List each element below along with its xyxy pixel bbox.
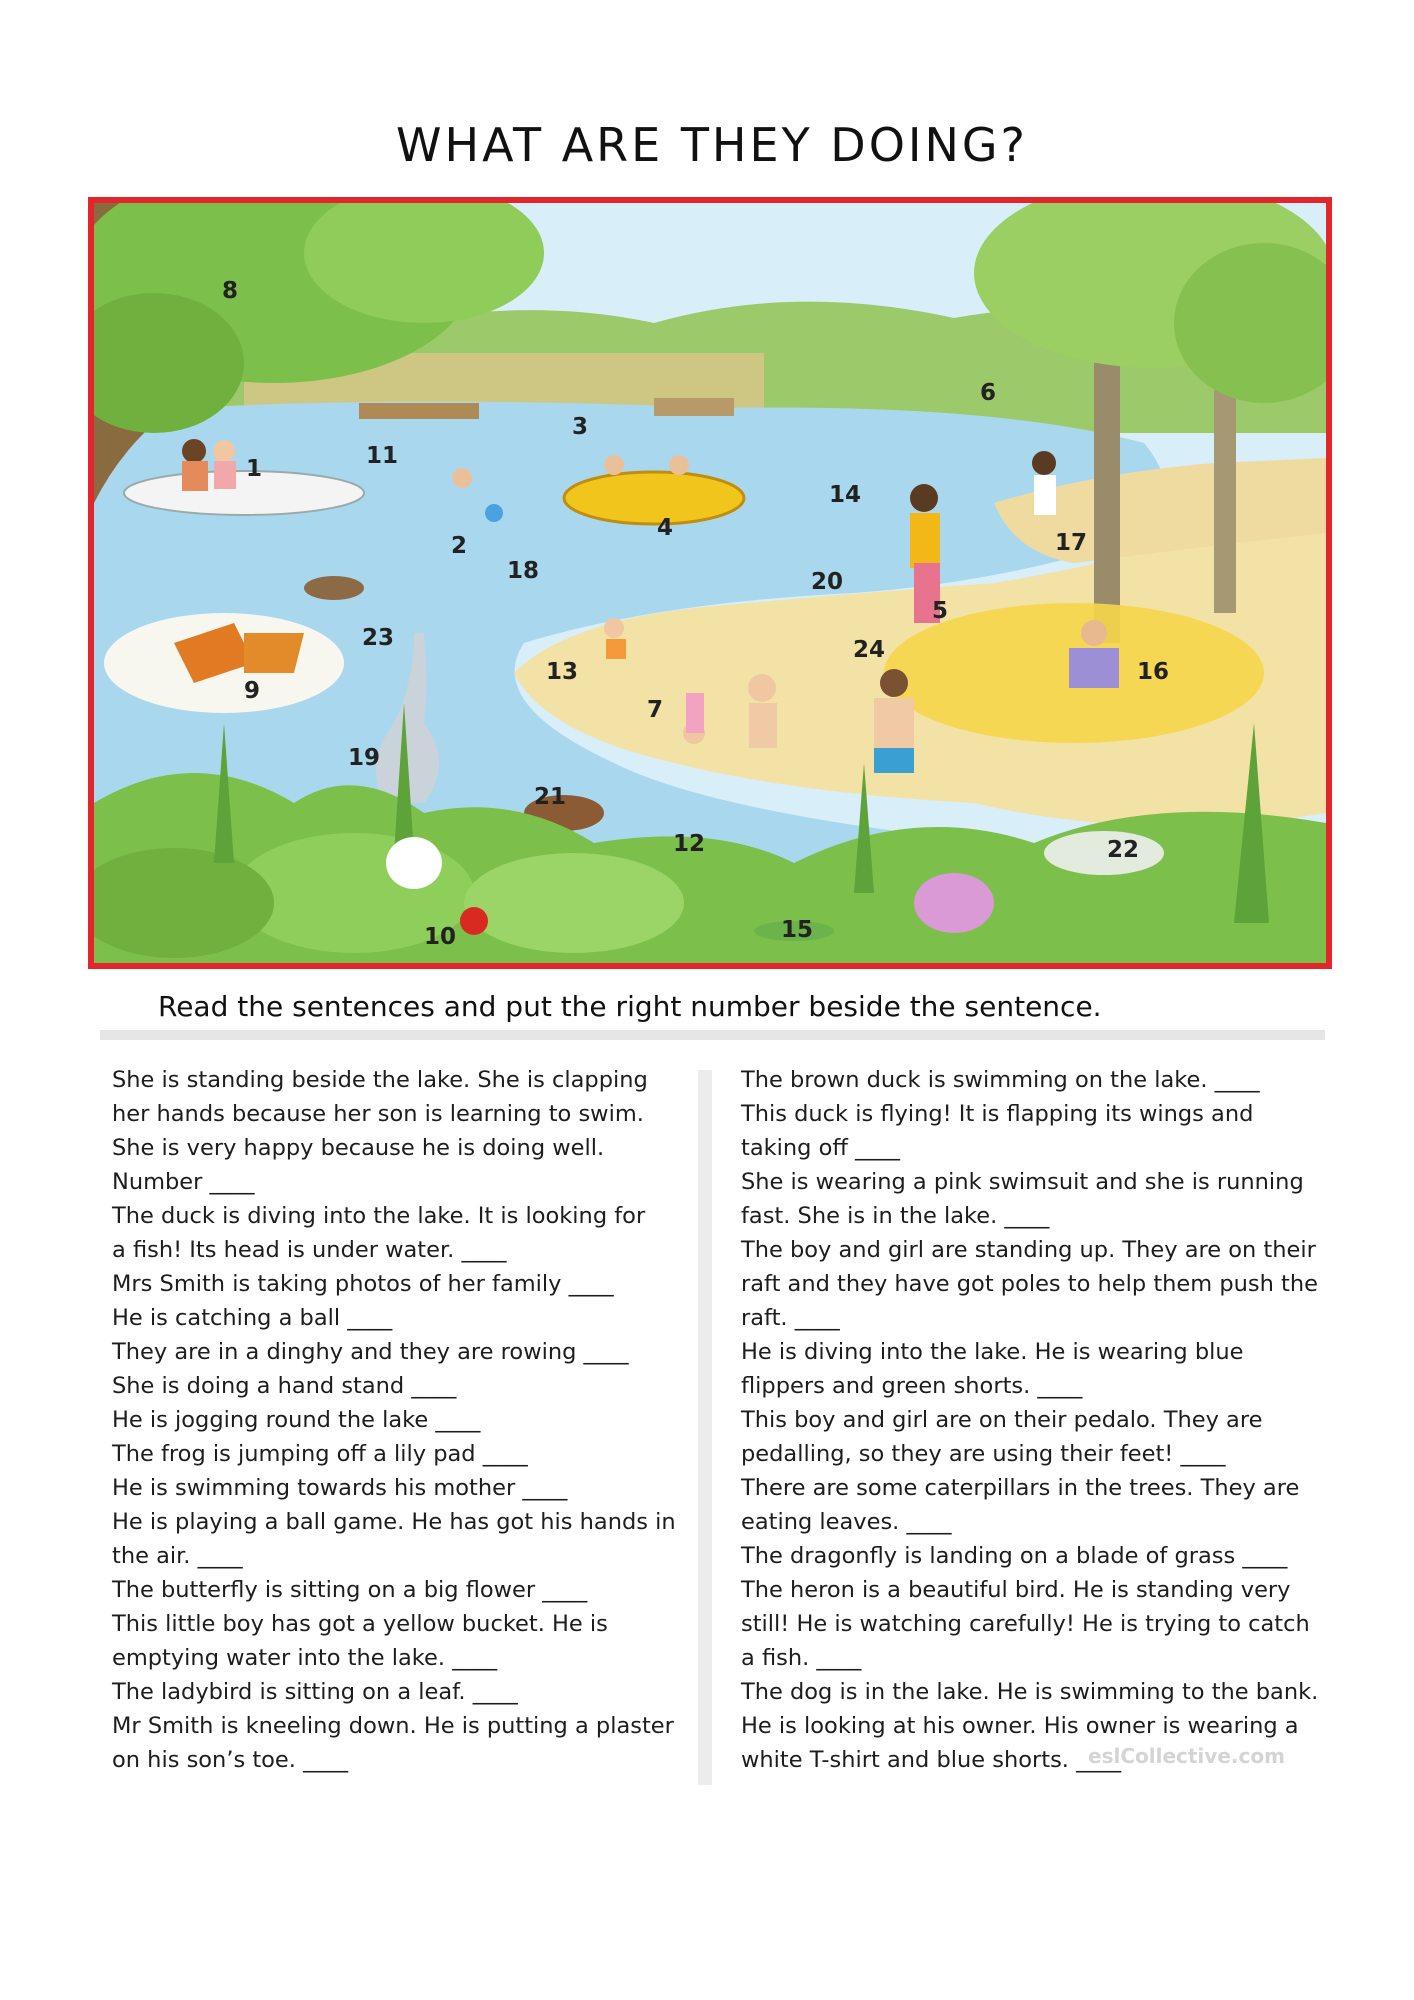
- scene-number: 17: [1055, 530, 1088, 556]
- scene-number: 3: [572, 414, 589, 440]
- left-sentence-column: [112, 1063, 682, 1777]
- scene-number: 24: [853, 637, 886, 663]
- sentence-line: white T-shirt and blue shorts. ____: [741, 1747, 1122, 1773]
- sentence-line: She is doing a hand stand ____: [112, 1373, 457, 1399]
- sentence-line: There are some caterpillars in the trees. They are: [741, 1475, 1300, 1501]
- scene-number: 22: [1107, 837, 1140, 863]
- scene-number: 10: [424, 924, 457, 950]
- scene-number: 7: [647, 697, 664, 723]
- right-sentence-column: [741, 1063, 1341, 1777]
- sentence-line: a fish! Its head is under water. ____: [112, 1237, 507, 1263]
- lake-scene-drawing: [94, 203, 1326, 963]
- sentence-line: flippers and green shorts. ____: [741, 1373, 1083, 1399]
- sentence-line: This duck is flying! It is flapping its wings and: [741, 1101, 1254, 1127]
- sentence-line: This little boy has got a yellow bucket. He is: [112, 1611, 608, 1637]
- sentence-line: This boy and girl are on their pedalo. They are: [741, 1407, 1263, 1433]
- column-divider: [698, 1070, 712, 1785]
- sentence-line: The dragonfly is landing on a blade of grass ____: [741, 1543, 1288, 1569]
- sentence-line: Mr Smith is kneeling down. He is putting a plaster: [112, 1713, 674, 1739]
- sentence-line: She is standing beside the lake. She is clapping: [112, 1067, 648, 1093]
- sentence-line: He is jogging round the lake ____: [112, 1407, 481, 1433]
- sentence-line: He is looking at his owner. His owner is wearing a: [741, 1713, 1299, 1739]
- sentence-line: raft. ____: [741, 1305, 840, 1331]
- scene-number: 18: [507, 558, 540, 584]
- sentence-line: Mrs Smith is taking photos of her family ____: [112, 1271, 614, 1297]
- instruction-text: Read the sentences and put the right number beside the sentence.: [158, 990, 1102, 1023]
- sentence-line: He is catching a ball ____: [112, 1305, 393, 1331]
- sentence-line: She is wearing a pink swimsuit and she is running: [741, 1169, 1304, 1195]
- scene-number: 8: [222, 278, 239, 304]
- sentence-line: He is playing a ball game. He has got his hands in: [112, 1509, 676, 1535]
- sentence-line: a fish. ____: [741, 1645, 862, 1671]
- sentence-line: The heron is a beautiful bird. He is standing very: [741, 1577, 1291, 1603]
- sentence-line: still! He is watching carefully! He is trying to catch: [741, 1611, 1310, 1637]
- sentence-line: her hands because her son is learning to swim.: [112, 1101, 644, 1127]
- sentence-line: pedalling, so they are using their feet! ____: [741, 1441, 1226, 1467]
- sentence-line: Number ____: [112, 1169, 255, 1195]
- scene-number: 9: [244, 678, 261, 704]
- sentence-line: The brown duck is swimming on the lake. ____: [741, 1067, 1260, 1093]
- sentence-line: eating leaves. ____: [741, 1509, 952, 1535]
- sentence-line: He is swimming towards his mother ____: [112, 1475, 568, 1501]
- divider-bar: [100, 1030, 1325, 1040]
- sentence-line: taking off ____: [741, 1135, 901, 1161]
- scene-number: 11: [366, 443, 399, 469]
- scene-number: 20: [811, 569, 844, 595]
- sentence-line: on his son’s toe. ____: [112, 1747, 349, 1773]
- lake-scene-illustration: [88, 197, 1332, 969]
- sentence-line: The boy and girl are standing up. They are on their: [741, 1237, 1316, 1263]
- sentence-line: She is very happy because he is doing well.: [112, 1135, 605, 1161]
- scene-number: 12: [673, 831, 706, 857]
- scene-number: 14: [829, 482, 862, 508]
- sentence-line: emptying water into the lake. ____: [112, 1645, 498, 1671]
- sentence-line: The dog is in the lake. He is swimming to the bank.: [741, 1679, 1319, 1705]
- sentence-line: He is diving into the lake. He is wearing blue: [741, 1339, 1244, 1365]
- sentence-line: The butterfly is sitting on a big flower ____: [112, 1577, 588, 1603]
- scene-number: 23: [362, 625, 395, 651]
- scene-number: 2: [451, 533, 468, 559]
- scene-number: 4: [657, 515, 674, 541]
- sentence-line: the air. ____: [112, 1543, 243, 1569]
- sentence-line: The duck is diving into the lake. It is looking for: [112, 1203, 646, 1229]
- sentence-line: The frog is jumping off a lily pad ____: [112, 1441, 528, 1467]
- scene-number: 5: [932, 598, 949, 624]
- sentence-line: fast. She is in the lake. ____: [741, 1203, 1050, 1229]
- worksheet-title: WHAT ARE THEY DOING?: [396, 118, 1028, 172]
- sentence-line: They are in a dinghy and they are rowing ____: [112, 1339, 629, 1365]
- scene-number: 6: [980, 380, 997, 406]
- sentence-line: The ladybird is sitting on a leaf. ____: [112, 1679, 518, 1705]
- scene-number: 21: [534, 784, 567, 810]
- scene-number: 16: [1137, 659, 1170, 685]
- scene-number: 19: [348, 745, 381, 771]
- scene-number: 15: [781, 917, 814, 943]
- scene-number: 1: [246, 456, 263, 482]
- scene-number: 13: [546, 659, 579, 685]
- watermark: eslCollective.com: [1088, 1744, 1285, 1768]
- sentence-line: raft and they have got poles to help them push the: [741, 1271, 1318, 1297]
